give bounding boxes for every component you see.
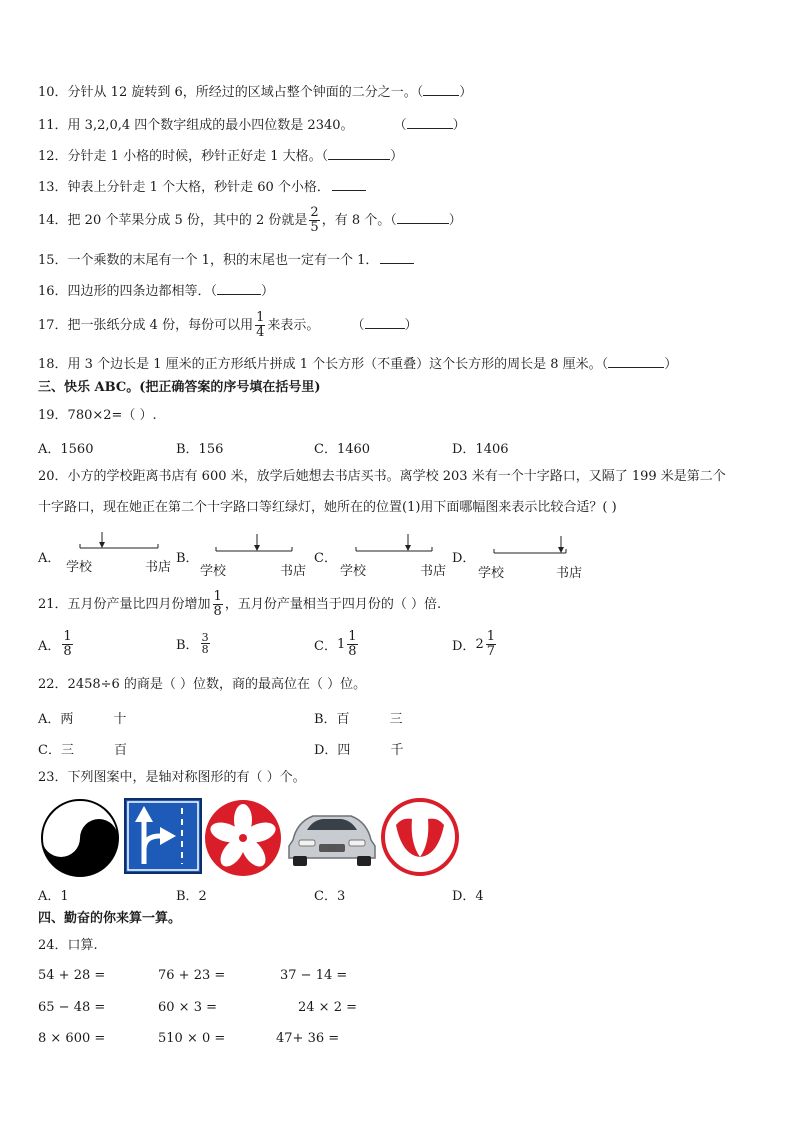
q16-text: 16．四边形的四条边都相等．（ [38, 284, 218, 299]
question-20-line2: 十字路口，现在她正在第二个十字路口等红绿灯，她所在的位置(1)用下面哪幅图来表示比较合适？( ) [38, 500, 617, 515]
question-23: 23．下列图案中，是轴对称图形的有（ ）个。 [38, 770, 306, 785]
option-a[interactable]: A．1560 [38, 442, 94, 457]
q17-text-after: 来表示。 [267, 318, 320, 333]
route-diagram-d [488, 534, 572, 556]
q14-text: 14．把 20 个苹果分成 5 份，其中的 2 份就是 [38, 213, 308, 228]
option-d[interactable]: D． [452, 551, 476, 566]
store-label: 书店 [420, 564, 447, 579]
q21-text: 21．五月份产量比四月份增加 [38, 597, 211, 612]
option-c[interactable]: C． [314, 551, 337, 566]
option-a[interactable]: A． $\frac{1}{8}$ [38, 629, 72, 659]
option-d[interactable]: D．2 $\frac{1}{7}$ [452, 629, 495, 659]
question-17 [38, 311, 418, 341]
question-14 [38, 206, 462, 236]
question-15 [38, 251, 414, 269]
q17-open: （ [351, 318, 365, 333]
q21-text-after: ，五月份产量相当于四月份的（ ）倍. [224, 597, 442, 612]
option-c[interactable]: C．1460 [314, 442, 371, 457]
question-18 [38, 355, 677, 373]
q13-text: 13．钟表上分针走 1 个大格，秒针走 60 个小格． [38, 180, 330, 195]
question-20-line1: 20．小方的学校距离书店有 600 米，放学后她想去书店买书。离学校 203 米有一个十字路口，又隔了 199 米是第二个 [38, 469, 726, 484]
question-19: 19．780×2=（ ）. [38, 408, 157, 423]
store-label: 书店 [145, 560, 172, 575]
question-21 [38, 590, 441, 620]
q10-text: 10．分针从 12 旋转到 6，所经过的区域占整个钟面的二分之一。（ [38, 85, 424, 100]
school-label: 学校 [478, 566, 505, 581]
answer-blank[interactable] [217, 282, 261, 295]
store-label: 书店 [556, 566, 583, 581]
q14-close: ） [448, 213, 462, 228]
option-c[interactable]: C．三 百 [38, 743, 127, 758]
question-11 [38, 116, 466, 134]
q10-close: ） [459, 85, 473, 100]
question-12 [38, 147, 403, 165]
fraction: $\frac{1}{4}$ [256, 310, 265, 340]
q18-text: 18．用 3 个边长是 1 厘米的正方形纸片拼成 1 个长方形（不重叠）这个长方形的周长是 8 厘米。（ [38, 357, 609, 372]
q17-text: 17．把一张纸分成 4 份，每份可以用 [38, 318, 254, 333]
q12-close: ） [390, 149, 404, 164]
option-d[interactable]: D．4 [452, 889, 484, 904]
option-b[interactable]: B． $\frac{3}{8}$ [176, 631, 209, 656]
calc-item: 8 × 600 = [38, 1031, 106, 1046]
question-16 [38, 282, 274, 300]
q16-close: ） [261, 284, 275, 299]
school-label: 学校 [340, 564, 367, 579]
question-24-title: 24．口算. [38, 938, 98, 953]
answer-blank[interactable] [380, 251, 414, 264]
question-13 [38, 178, 366, 196]
bauhinia-flag-icon [203, 798, 283, 878]
school-label: 学校 [200, 564, 227, 579]
school-label: 学校 [66, 560, 93, 575]
answer-blank[interactable] [365, 316, 405, 329]
route-diagram-b [208, 532, 298, 554]
fraction: $\frac{1}{8}$ [213, 589, 222, 619]
fraction: $\frac{1}{8}$ [348, 629, 357, 659]
section-4-heading: 四、勤奋的你来算一算。 [38, 911, 182, 926]
route-diagram-a [66, 530, 162, 552]
option-d[interactable]: D．1406 [452, 442, 509, 457]
route-diagram-c [348, 532, 438, 554]
option-b[interactable]: B．2 [176, 889, 207, 904]
answer-blank[interactable] [397, 211, 449, 224]
question-22: 22．2458÷6 的商是（ ）位数，商的最高位在（ ）位。 [38, 677, 367, 692]
q14-text-after: ，有 8 个。（ [321, 213, 397, 228]
answer-blank[interactable] [407, 116, 453, 129]
calc-item: 47+ 36 = [276, 1031, 340, 1046]
option-a[interactable]: A．1 [38, 889, 69, 904]
calc-item: 37 − 14 = [280, 968, 348, 983]
car-icon [283, 800, 381, 870]
q18-close: ） [664, 357, 678, 372]
section-3-heading: 三、快乐 ABC。(把正确答案的序号填在括号里) [38, 380, 321, 395]
q17-close: ） [404, 318, 418, 333]
calc-item: 60 × 3 = [158, 1000, 217, 1015]
fraction: $\frac{1}{8}$ [63, 629, 72, 659]
calc-item: 76 + 23 = [158, 968, 226, 983]
option-b[interactable]: B．156 [176, 442, 224, 457]
answer-blank[interactable] [328, 147, 390, 160]
option-c[interactable]: C．1 $\frac{1}{8}$ [314, 629, 357, 659]
road-sign-icon [124, 798, 202, 874]
option-b[interactable]: B． [176, 551, 199, 566]
fraction: $\frac{2}{5}$ [310, 205, 319, 235]
option-a[interactable]: A．两 十 [38, 712, 127, 727]
dongfeng-logo-icon [380, 797, 460, 877]
answer-blank[interactable] [423, 83, 459, 96]
answer-blank[interactable] [608, 355, 664, 368]
calc-item: 24 × 2 = [298, 1000, 357, 1015]
q12-text: 12．分针走 1 小格的时候，秒针正好走 1 大格。（ [38, 149, 329, 164]
fraction: $\frac{3}{8}$ [201, 631, 209, 656]
answer-blank[interactable] [332, 178, 366, 191]
yin-yang-icon [40, 798, 120, 878]
calc-item: 510 × 0 = [158, 1031, 226, 1046]
q11-open: （ [393, 118, 407, 133]
calc-item: 65 − 48 = [38, 1000, 106, 1015]
option-c[interactable]: C．3 [314, 889, 346, 904]
fraction: $\frac{1}{7}$ [486, 629, 495, 659]
q11-close: ） [452, 118, 466, 133]
q15-text: 15．一个乘数的末尾有一个 1，积的末尾也一定有一个 1． [38, 253, 379, 268]
q11-text: 11．用 3,2,0,4 四个数字组成的最小四位数是 2340。 [38, 118, 354, 133]
question-10 [38, 83, 472, 101]
calc-item: 54 + 28 = [38, 968, 106, 983]
option-d[interactable]: D．四 千 [314, 743, 404, 758]
option-b[interactable]: B．百 三 [314, 712, 403, 727]
store-label: 书店 [280, 564, 307, 579]
option-a[interactable]: A． [38, 551, 61, 566]
